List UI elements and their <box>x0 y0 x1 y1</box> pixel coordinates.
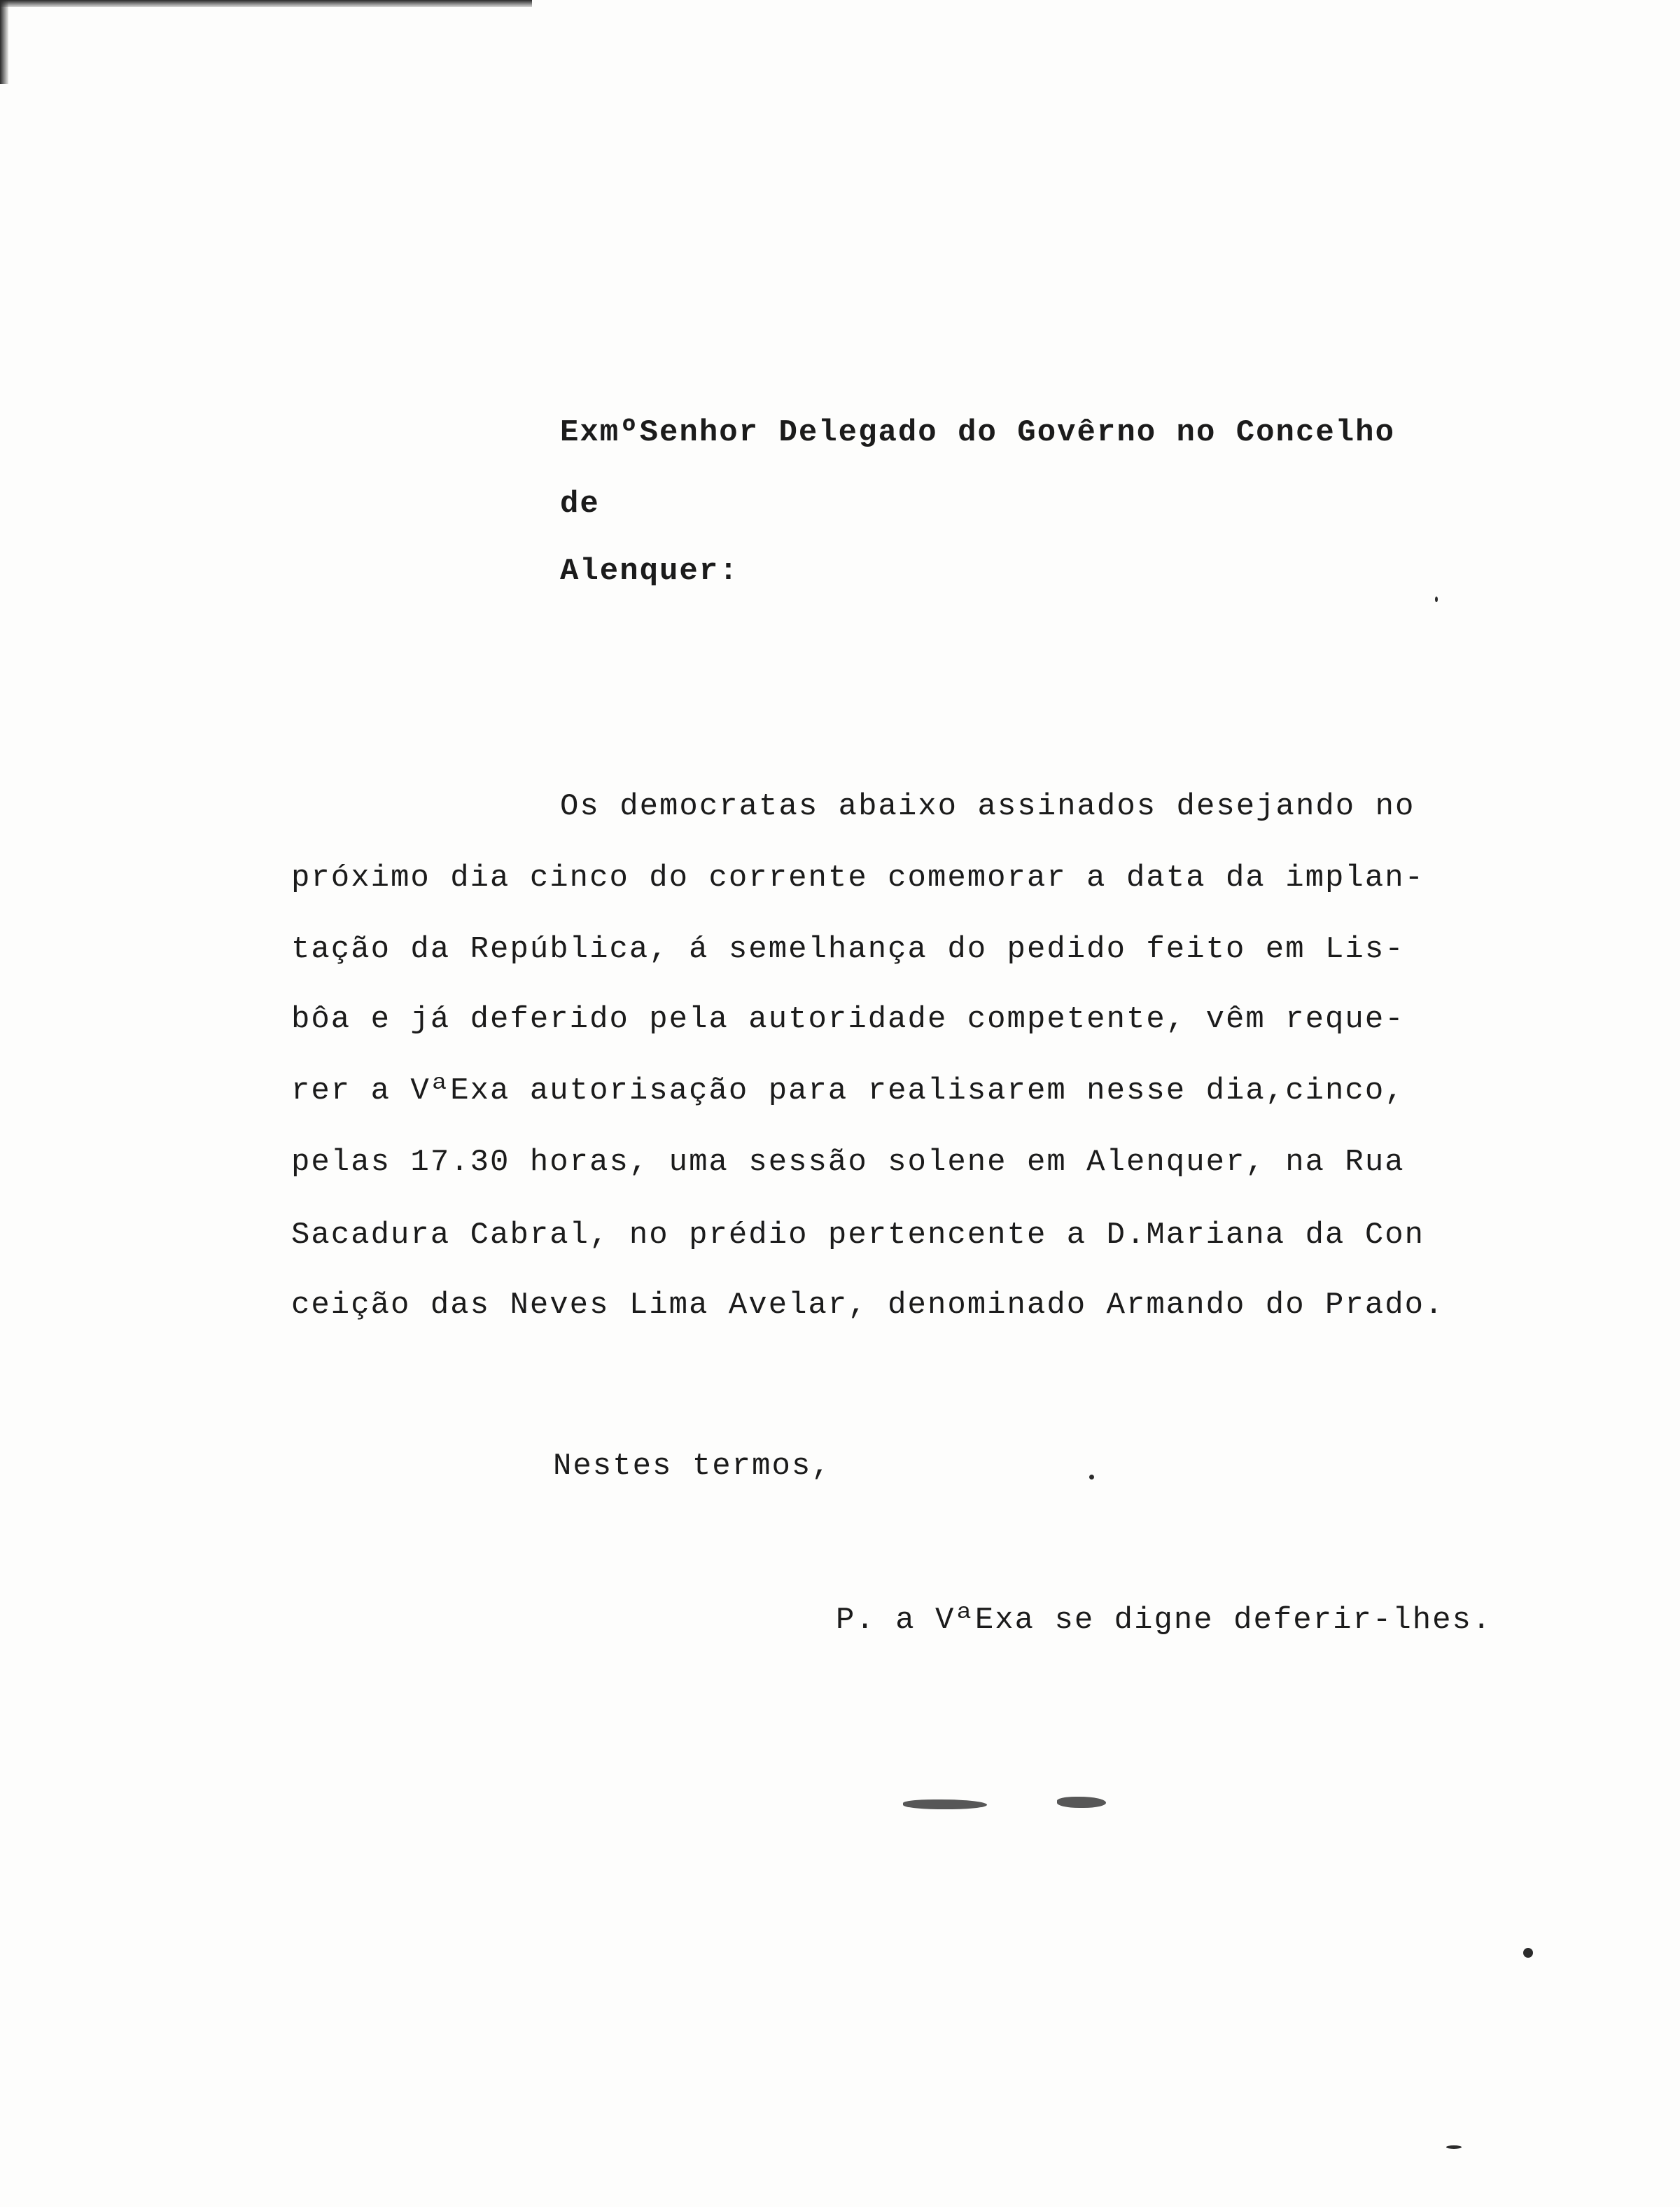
address-line-2: de <box>560 487 600 522</box>
body-line-4: bôa e já deferido pela autoridade competente, vêm reque- <box>291 1002 1405 1037</box>
body-line-6: pelas 17.30 horas, uma sessão solene em Alenquer, na Rua <box>291 1145 1405 1180</box>
scan-edge-left <box>0 0 8 84</box>
address-line-1: ExmºSenhor Delegado do Govêrno no Concelho <box>560 415 1395 450</box>
scan-edge-top <box>0 0 532 7</box>
ink-speck <box>1523 1948 1533 1958</box>
body-line-8: ceição das Neves Lima Avelar, denominado Armando do Prado. <box>291 1288 1445 1323</box>
body-line-3: tação da República, á semelhança do pedido feito em Lis- <box>291 932 1405 967</box>
ink-smudge <box>1057 1797 1106 1808</box>
body-line-2: próximo dia cinco do corrente comemorar a data da implan- <box>291 861 1425 896</box>
ink-speck <box>1446 2145 1462 2149</box>
closing-phrase: Nestes termos, <box>553 1449 832 1484</box>
body-line-5: rer a VªExa autorisação para realisarem nesse dia,cinco, <box>291 1073 1405 1108</box>
ink-smudge <box>903 1799 987 1809</box>
address-line-3: Alenquer: <box>560 554 739 589</box>
body-line-7: Sacadura Cabral, no prédio pertencente a D.Mariana da Con <box>291 1218 1425 1253</box>
body-line-1: Os democratas abaixo assinados desejando no <box>560 789 1415 824</box>
ink-speck <box>1089 1475 1094 1480</box>
ink-speck <box>1435 597 1438 602</box>
petition-line: P. a VªExa se digne deferir-lhes. <box>836 1603 1492 1638</box>
